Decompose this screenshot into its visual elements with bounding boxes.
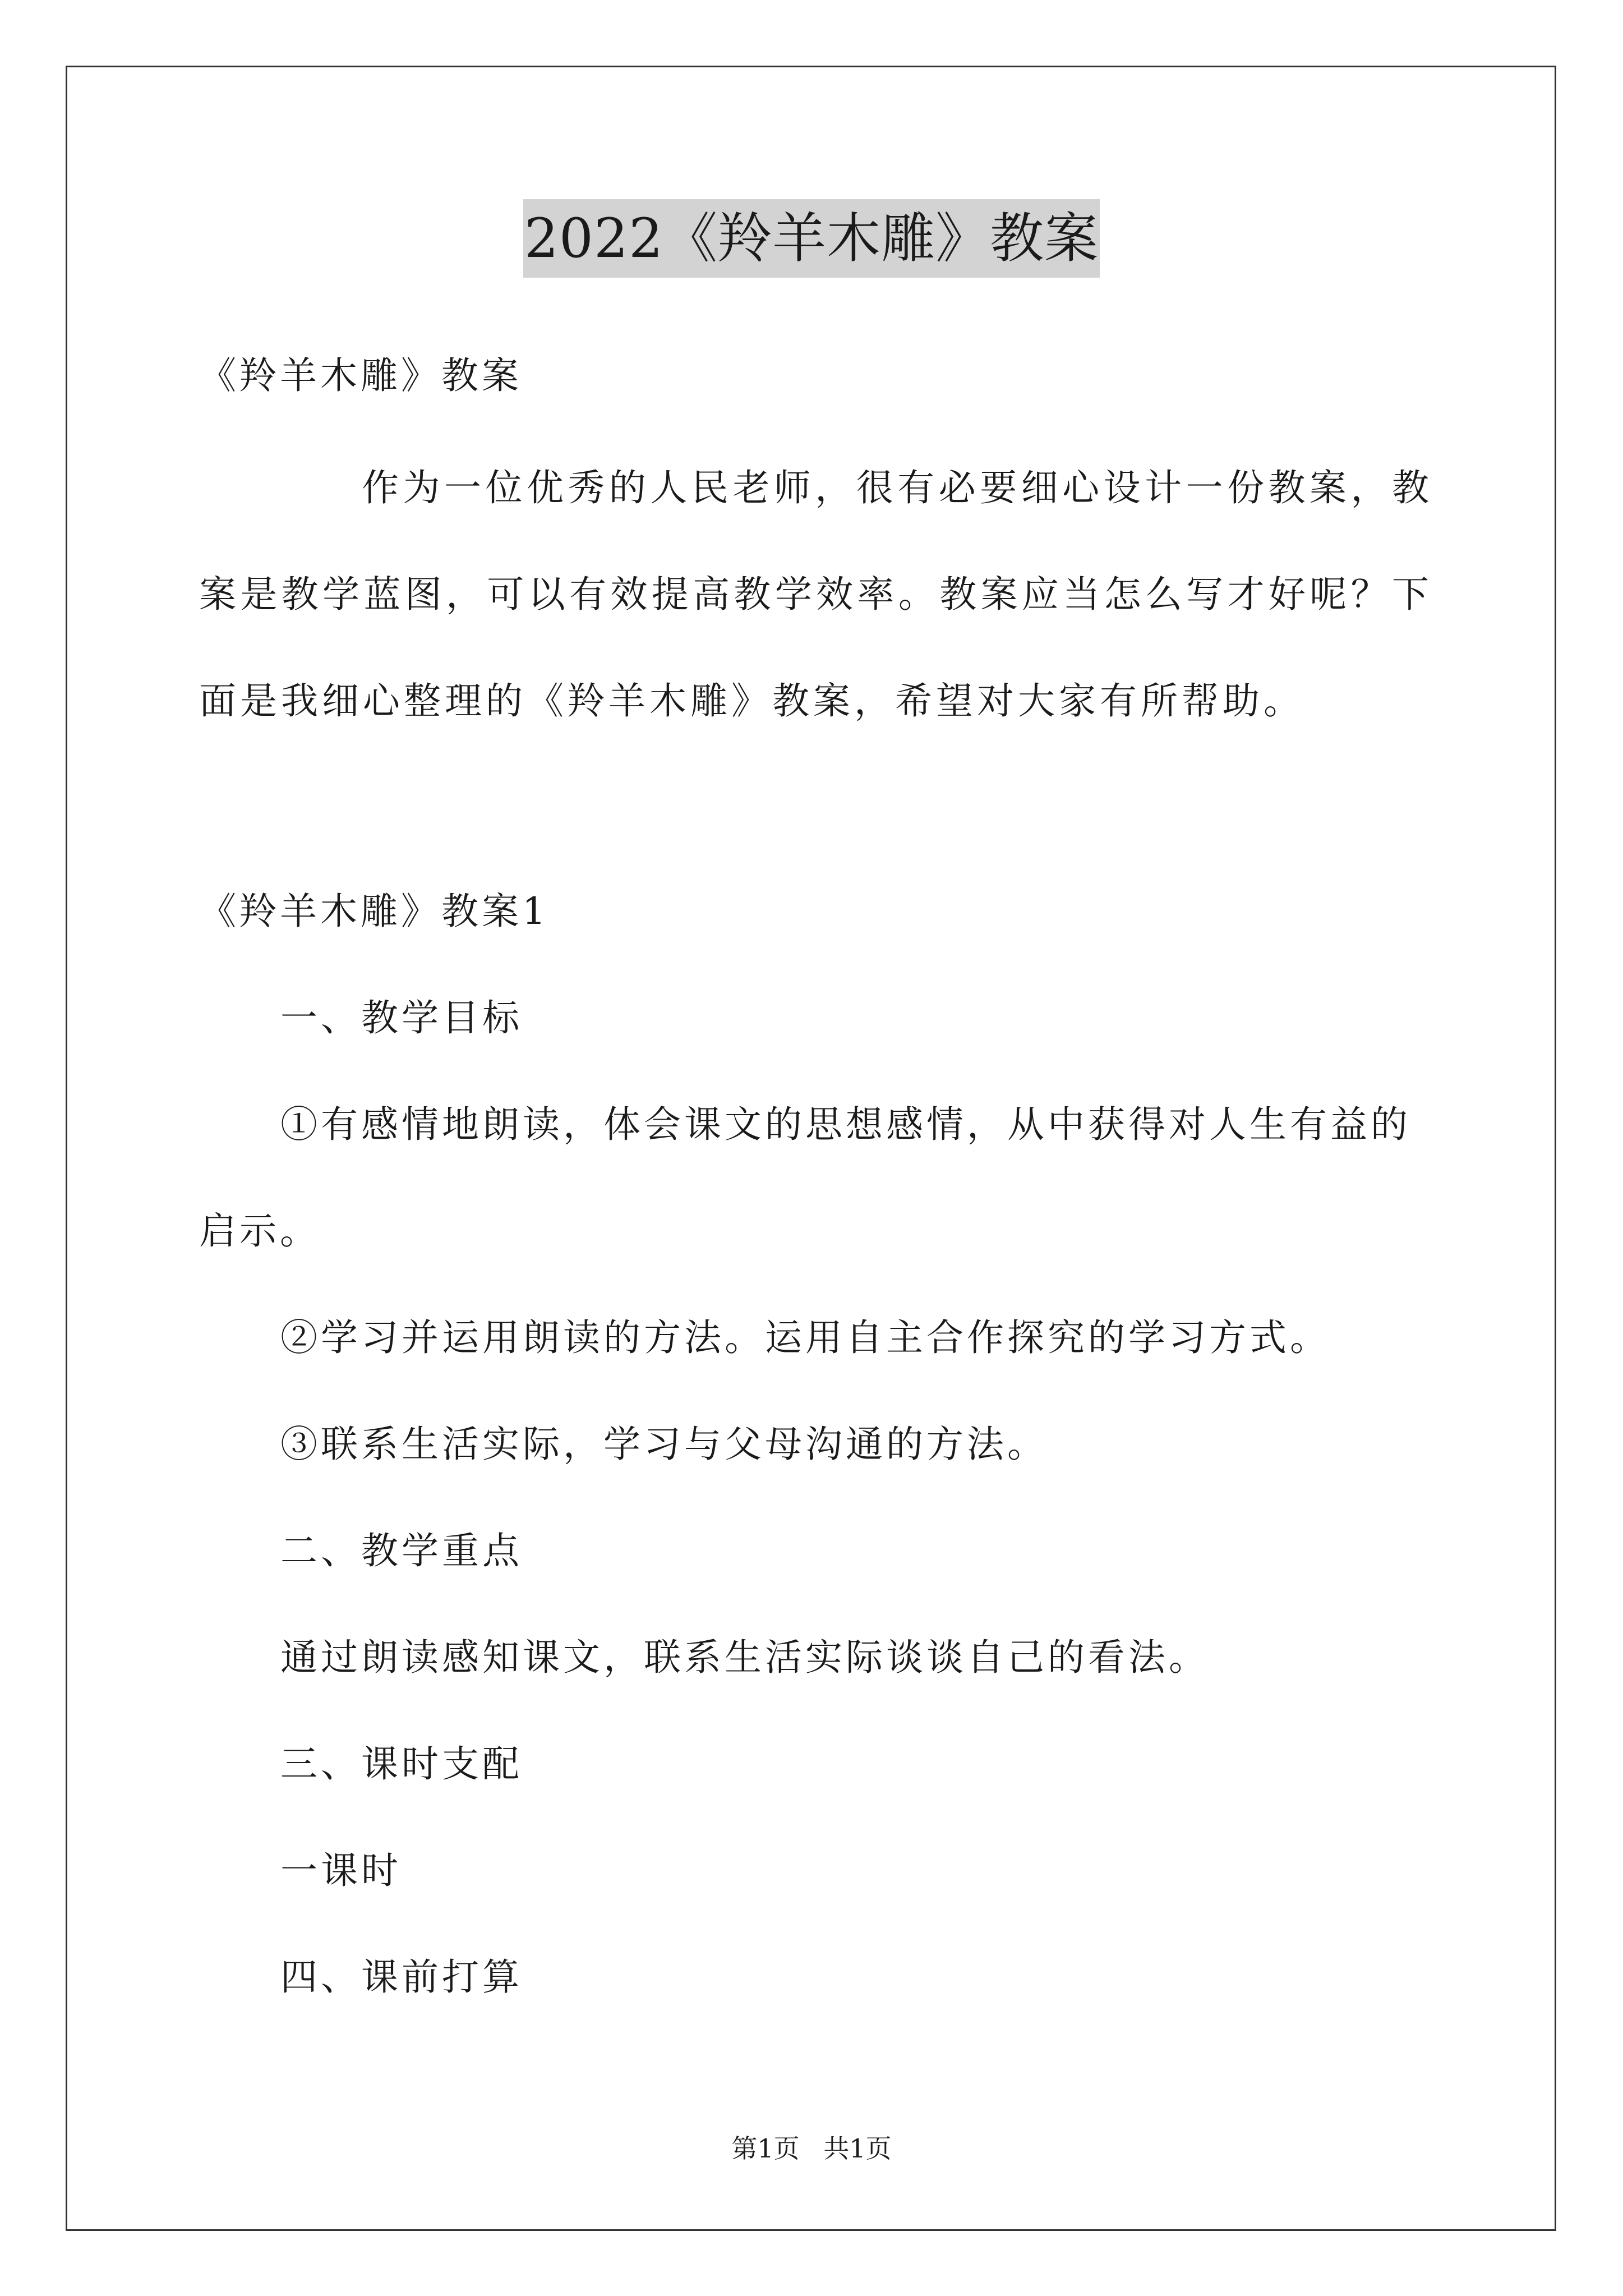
prep-heading: 四、课前打算 xyxy=(280,1955,523,1999)
title-container xyxy=(0,199,1623,278)
page-total: 共1页 xyxy=(823,2133,892,2164)
focus-text: 通过朗读感知课文，联系生活实际谈谈自己的看法。 xyxy=(280,1636,1209,1679)
time-text: 一课时 xyxy=(280,1849,402,1892)
focus-heading: 二、教学重点 xyxy=(280,1529,523,1572)
goal-item-3: ③联系生活实际，学习与父母沟通的方法。 xyxy=(280,1423,1048,1466)
subtitle: 《羚羊木雕》教案 xyxy=(199,354,522,397)
document-title: 2022《羚羊木雕》教案 xyxy=(523,199,1100,278)
section-heading: 《羚羊木雕》教案1 xyxy=(199,890,549,933)
intro-paragraph: 作为一位优秀的人民老师，很有必要细心设计一份教案，教案是教学蓝图，可以有效提高教学效率。教案应当怎么写才好呢？下面是我细心整理的《羚羊木雕》教案，希望对大家有所帮助。 xyxy=(199,466,1433,723)
time-heading: 三、课时支配 xyxy=(280,1742,523,1786)
goal-item-2: ②学习并运用朗读的方法。运用自主合作探究的学习方式。 xyxy=(280,1316,1330,1359)
goal-heading: 一、教学目标 xyxy=(280,996,523,1039)
goal-item-1: ①有感情地朗读，体会课文的思想感情，从中获得对人生有益的 xyxy=(280,1103,1411,1146)
goal-item-1-continued: 启示。 xyxy=(199,1209,320,1253)
page-number: 第1页 xyxy=(731,2133,800,2164)
page-footer xyxy=(0,2132,1623,2165)
